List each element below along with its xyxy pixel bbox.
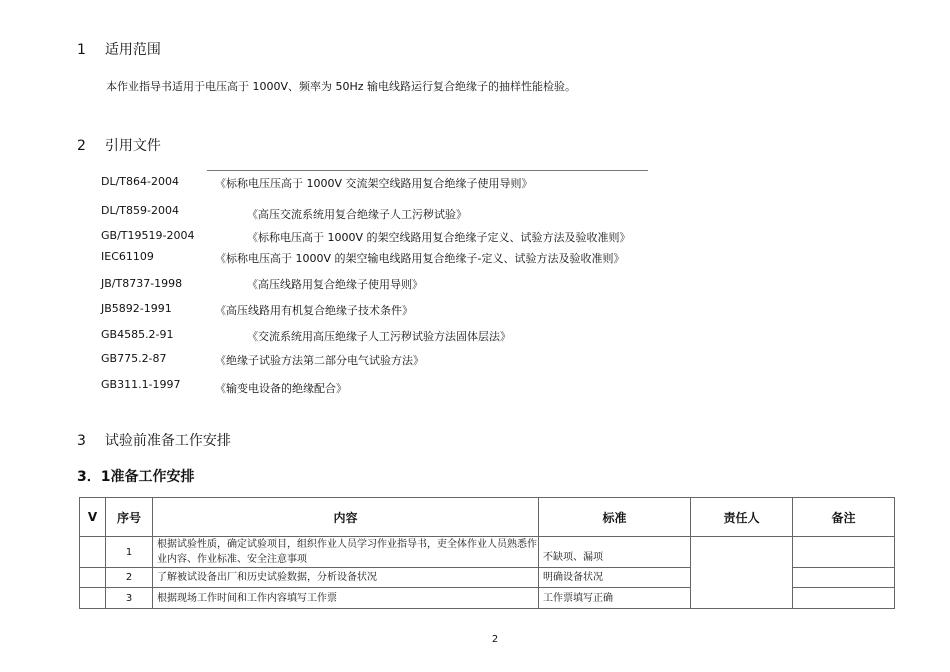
row-number: 1 — [106, 537, 153, 568]
check-cell[interactable] — [80, 568, 106, 588]
table-header-row — [80, 498, 895, 537]
row-content: 根据试验性质，确定试验项目，组织作业人员学习作业指导书，吏全体作业人员熟悉作业内容、作业标准、安全注意事项 — [153, 537, 539, 568]
row-standard: 不缺项、漏项 — [539, 537, 691, 568]
section-2-heading — [77, 135, 161, 155]
header-responsible: 责任人 — [691, 498, 793, 537]
reference-code: DL/T864-2004 — [101, 175, 179, 188]
header-remarks: 备注 — [793, 498, 895, 537]
header-check: V — [80, 498, 106, 537]
remarks-cell — [793, 537, 895, 568]
section-3-title: 试验前准备工作安排 — [104, 433, 231, 449]
remarks-cell — [793, 568, 895, 588]
reference-title: 《交流系统用高压绝缘子人工污秽试验方法固体层法》 — [247, 330, 511, 343]
reference-code: JB5892-1991 — [101, 302, 172, 315]
row-standard: 工作票填写正确 — [539, 588, 691, 609]
row-standard: 明确设备状况 — [539, 568, 691, 588]
reference-title: 《输变电设备的绝缘配合》 — [215, 382, 347, 395]
reference-title: 《高压线路用有机复合绝缘子技术条件》 — [215, 304, 413, 317]
divider-line — [207, 170, 648, 171]
section-2-title: 引用文件 — [104, 138, 161, 154]
reference-title: 《标称电压高于 1000V 的架空输电线路用复合绝缘子-定义、试验方法及验收准则》 — [215, 252, 625, 265]
reference-title: 《高压交流系统用复合绝缘子人工污秽试验》 — [247, 208, 467, 221]
row-content: 了解被试设备出厂和历史试验数据，分析设备状况 — [153, 568, 539, 588]
section-3-heading — [77, 430, 231, 450]
section-3-number: 3 — [77, 433, 86, 449]
reference-code: JB/T8737-1998 — [101, 277, 183, 290]
reference-code: DL/T859-2004 — [101, 204, 179, 217]
preparation-table — [79, 497, 895, 609]
section-1-title: 适用范围 — [104, 42, 161, 58]
remarks-cell — [793, 588, 895, 609]
check-cell[interactable] — [80, 588, 106, 609]
reference-title: 《标称电压高于 1000V 的架空线路用复合绝缘子定义、试验方法及验收准则》 — [247, 231, 631, 244]
header-content: 内容 — [153, 498, 539, 537]
section-2-number: 2 — [77, 138, 86, 154]
row-number: 2 — [106, 568, 153, 588]
reference-code: GB/T19519-2004 — [101, 229, 195, 242]
reference-code: GB311.1-1997 — [101, 378, 181, 391]
reference-code: GB4585.2-91 — [101, 328, 174, 341]
reference-title: 《标称电压压高于 1000V 交流架空线路用复合绝缘子使用导则》 — [215, 177, 533, 190]
reference-title: 《高压线路用复合绝缘子使用导则》 — [247, 278, 423, 291]
responsible-cell — [691, 537, 793, 609]
reference-code: GB775.2-87 — [101, 352, 167, 365]
row-number: 3 — [106, 588, 153, 609]
reference-code: IEC61109 — [101, 250, 154, 263]
table-row — [80, 537, 895, 568]
section-1-heading — [77, 39, 161, 59]
section-3-1-heading: 3．1准备工作安排 — [77, 469, 195, 485]
section-1-body: 本作业指导书适用于电压高于 1000V、频率为 50Hz 输电线路运行复合绝缘子的抽样性能检验。 — [106, 80, 577, 93]
header-standard: 标准 — [539, 498, 691, 537]
header-number: 序号 — [106, 498, 153, 537]
row-content: 根据现场工作时间和工作内容填写工作票 — [153, 588, 539, 609]
section-1-number: 1 — [77, 42, 86, 58]
reference-title: 《绝缘子试验方法第二部分电气试验方法》 — [215, 354, 424, 367]
check-cell[interactable] — [80, 537, 106, 568]
page-number: 2 — [491, 634, 499, 645]
